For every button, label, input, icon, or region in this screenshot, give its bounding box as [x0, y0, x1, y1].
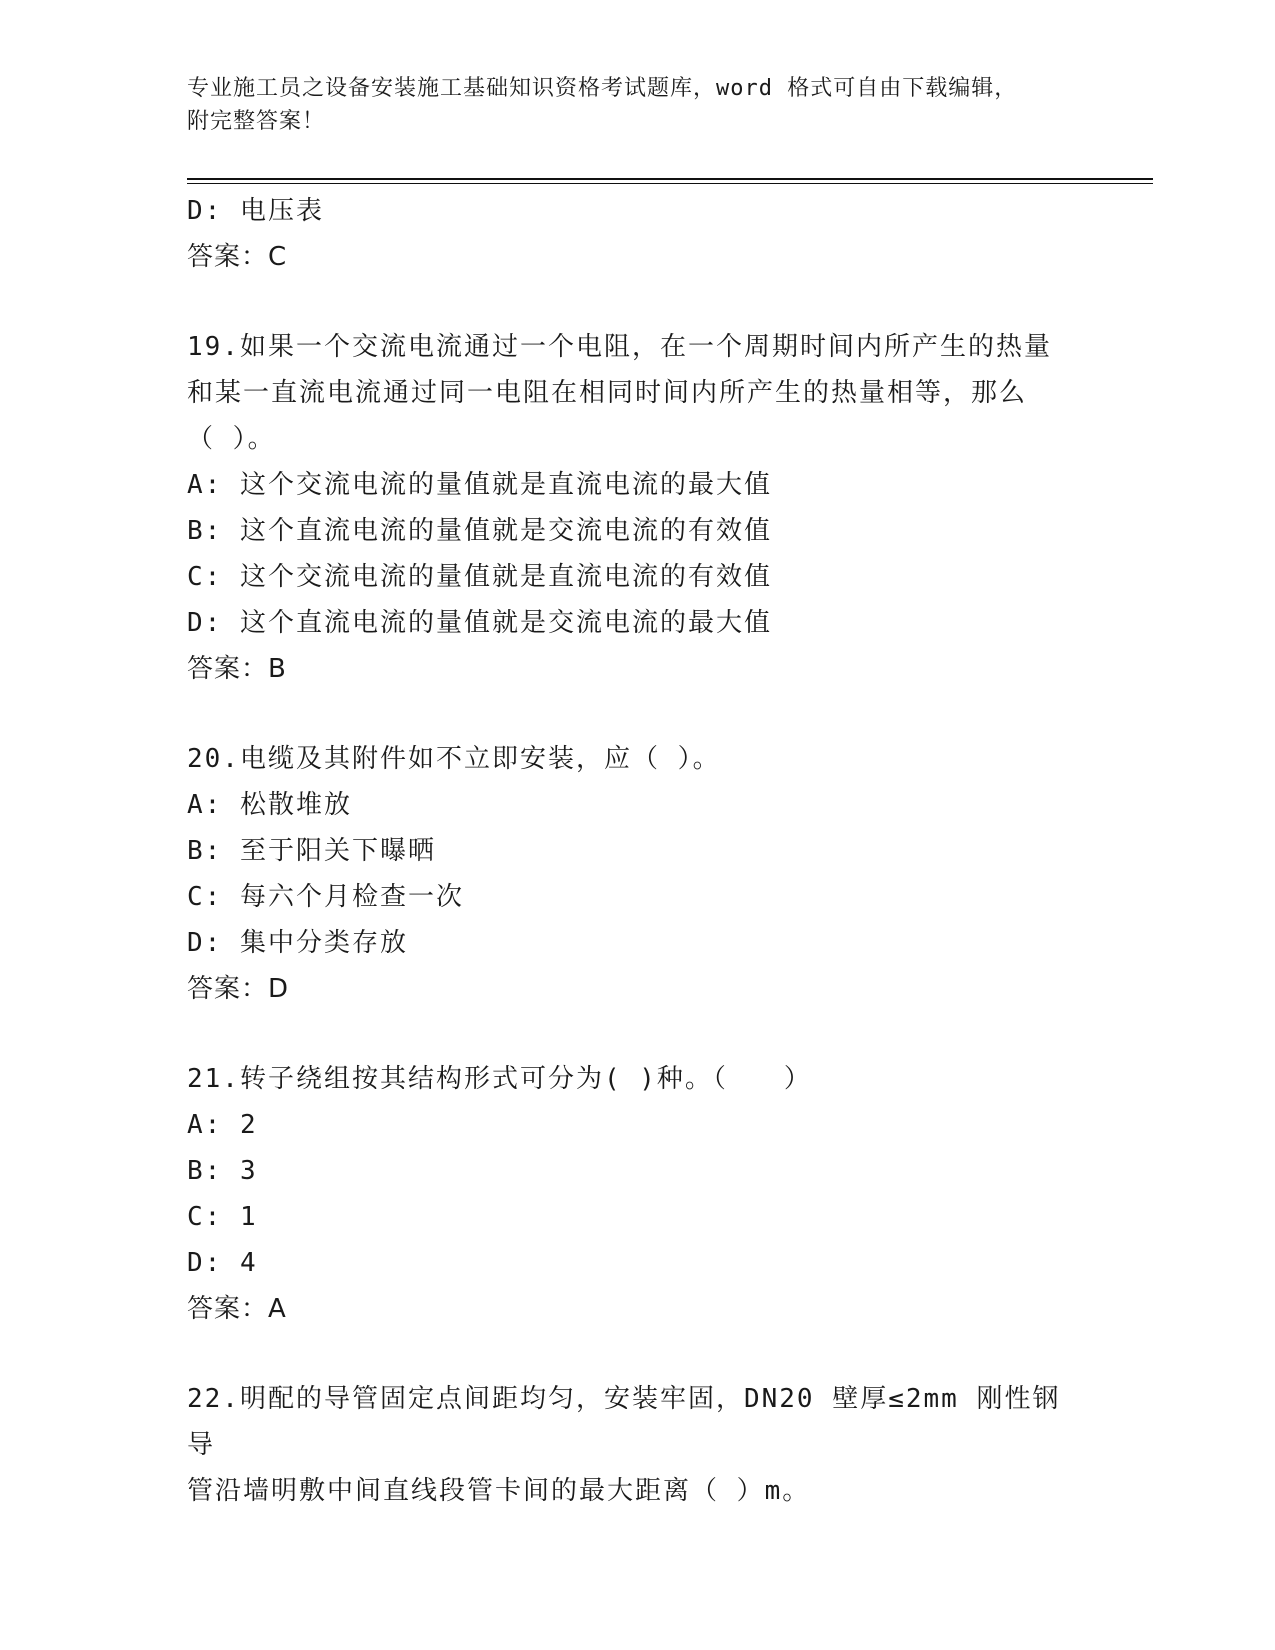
option-c: C: 1 [187, 1202, 258, 1232]
previous-question-tail [187, 188, 1087, 280]
header-divider-thin [187, 183, 1153, 184]
question-20 [187, 736, 1087, 1012]
question-stem-line: 管沿墙明敷中间直线段管卡间的最大距离（ ）m。 [187, 1476, 811, 1506]
option-c: C: 每六个月检查一次 [187, 882, 464, 912]
question-stem-line: 和某一直流电流通过同一电阻在相同时间内所产生的热量相等，那么 [187, 378, 1028, 408]
header-line-1: 专业施工员之设备安装施工基础知识资格考试题库，word 格式可自由下载编辑， [187, 76, 1018, 101]
option-b: B: 这个直流电流的量值就是交流电流的有效值 [187, 516, 772, 546]
spacer [187, 1332, 1087, 1376]
option-a: A: 2 [187, 1110, 258, 1140]
option-d: D: 4 [187, 1248, 258, 1278]
option-d: D: 电压表 [187, 196, 324, 226]
question-stem-line: 21.转子绕组按其结构形式可分为( )种。（ ） [187, 1064, 812, 1094]
option-c: C: 这个交流电流的量值就是直流电流的有效值 [187, 562, 772, 592]
option-b: B: 3 [187, 1156, 258, 1186]
question-content [187, 188, 1087, 1514]
question-stem-line: 22.明配的导管固定点间距均匀，安装牢固，DN20 壁厚≤2mm 刚性钢导 [187, 1384, 1061, 1460]
spacer [187, 1012, 1087, 1056]
header-divider-thick [187, 178, 1153, 180]
spacer [187, 280, 1087, 324]
option-a: A: 松散堆放 [187, 790, 352, 820]
question-stem-line: （ ）。 [187, 424, 276, 454]
page-header [187, 72, 1067, 138]
question-stem-line: 20.电缆及其附件如不立即安装，应（ ）。 [187, 744, 721, 774]
answer-line: 答案：A [187, 1294, 287, 1324]
spacer [187, 692, 1087, 736]
question-19 [187, 324, 1087, 692]
option-d: D: 这个直流电流的量值就是交流电流的最大值 [187, 608, 772, 638]
question-stem-line: 19.如果一个交流电流通过一个电阻，在一个周期时间内所产生的热量 [187, 332, 1052, 362]
question-22 [187, 1376, 1087, 1514]
header-line-2: 附完整答案！ [187, 109, 326, 134]
question-21 [187, 1056, 1087, 1332]
option-d: D: 集中分类存放 [187, 928, 408, 958]
option-b: B: 至于阳关下曝晒 [187, 836, 436, 866]
answer-line: 答案：B [187, 654, 287, 684]
answer-line: 答案：C [187, 242, 288, 272]
answer-line: 答案：D [187, 974, 290, 1004]
option-a: A: 这个交流电流的量值就是直流电流的最大值 [187, 470, 772, 500]
